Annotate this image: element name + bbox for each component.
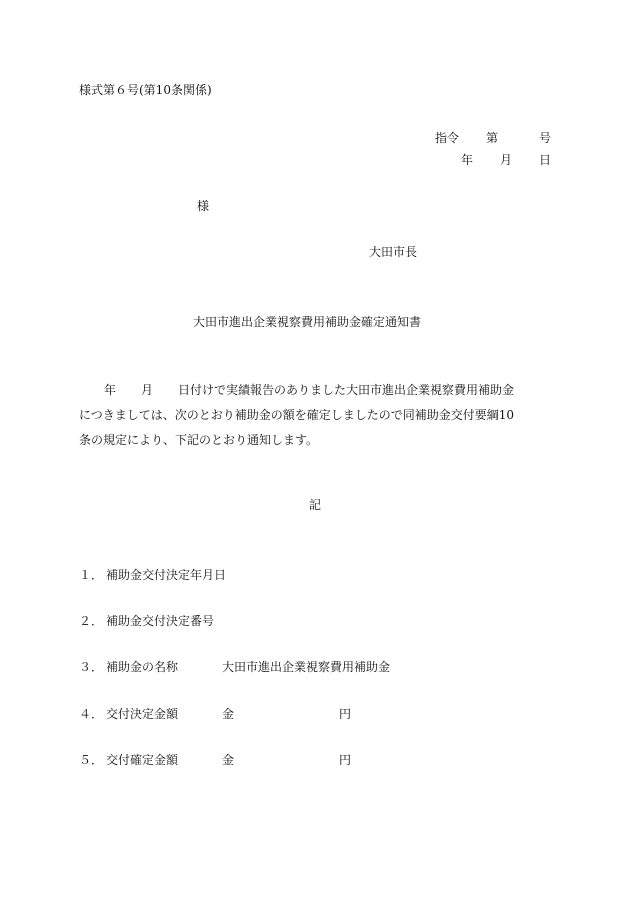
- issuer-name: 大田市長: [369, 245, 418, 259]
- form-number: 様式第６号(第10条関係): [79, 83, 212, 97]
- item-3-label: 補助金の名称: [106, 660, 179, 674]
- body-line-1: [79, 378, 551, 403]
- body-year: 年: [104, 383, 117, 397]
- item-2-label: 補助金交付決定番号: [106, 614, 215, 628]
- date-month: 月: [500, 153, 513, 167]
- date-day: 日: [539, 153, 552, 167]
- body-paragraph: [79, 378, 551, 453]
- body-line-1-text: 日付けで実績報告のありました大田市進出企業視察費用補助金: [178, 383, 515, 397]
- body-line-2: につきましては、次のとおり補助金の額を確定しましたので同補助金交付要綱10: [79, 408, 515, 422]
- date-year: 年: [461, 153, 474, 167]
- item-1-number: １．: [79, 568, 104, 582]
- item-5-label: 交付確定金額: [106, 753, 179, 767]
- item-3-number: ３．: [79, 660, 104, 674]
- item-5-yen: 円: [339, 753, 352, 767]
- item-4-yen: 円: [339, 707, 352, 721]
- item-4-kin: 金: [222, 707, 235, 721]
- body-line-3: 条の規定により、下記のとおり通知します。: [79, 433, 319, 447]
- item-5-number: ５．: [79, 753, 104, 767]
- item-4-number: ４．: [79, 707, 104, 721]
- item-3-value: 大田市進出企業視察費用補助金: [222, 660, 391, 674]
- item-5-kin: 金: [222, 753, 235, 767]
- item-4-label: 交付決定金額: [106, 707, 179, 721]
- item-1-label: 補助金交付決定年月日: [106, 568, 227, 582]
- body-month: 月: [141, 383, 154, 397]
- ki-heading: 記: [309, 498, 322, 512]
- directive-label: 指令: [435, 131, 460, 145]
- document-title: 大田市進出企業視察費用補助金確定通知書: [193, 315, 422, 329]
- number-prefix: 第: [486, 131, 499, 145]
- addressee-honorific: 様: [197, 199, 210, 213]
- item-2-number: ２．: [79, 614, 104, 628]
- number-suffix: 号: [539, 131, 552, 145]
